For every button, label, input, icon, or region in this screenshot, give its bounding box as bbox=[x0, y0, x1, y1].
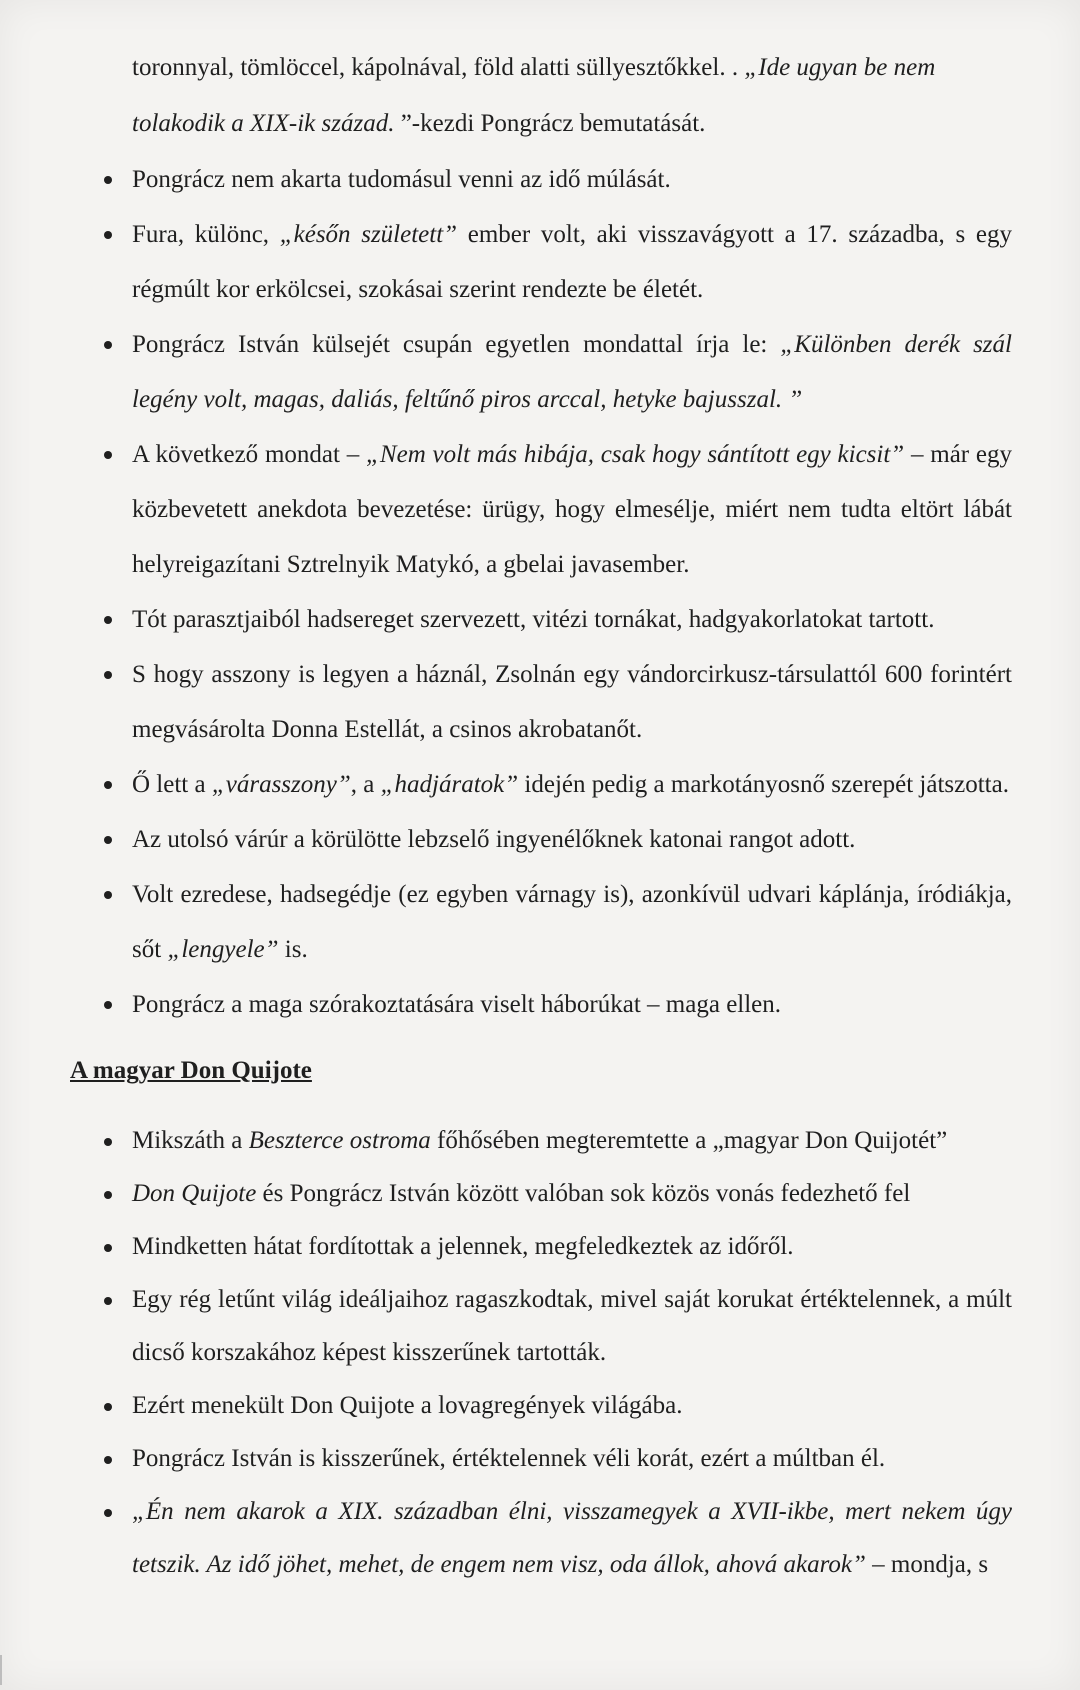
list-item bbox=[132, 1379, 1012, 1432]
item-text: ember volt, aki visszavágyott a 17. századba, s egy régmúlt kor erkölcsei, szokásai szerint rendezte be életét. bbox=[132, 221, 1012, 303]
item-text: – mondja, s bbox=[865, 1551, 989, 1578]
intro-text: toronnyal, tömlöccel, kápolnával, föld alatti süllyesztőkkel. . bbox=[132, 54, 745, 81]
bullet-list-don-quijote bbox=[132, 1114, 1012, 1591]
item-text: Pongrácz István külsejét csupán egyetlen mondattal írja le: bbox=[132, 331, 781, 358]
list-item bbox=[132, 427, 1012, 592]
list-item bbox=[132, 1485, 1012, 1591]
list-item bbox=[132, 1220, 1012, 1273]
item-quote: „Különben derék szál legény volt, magas, daliás, feltűnő piros arccal, hetyke bajusszal. ” bbox=[132, 331, 1012, 413]
intro-text-end: ”-kezdi Pongrácz bemutatását. bbox=[394, 110, 706, 137]
list-item bbox=[132, 1114, 1012, 1167]
item-text: Tót parasztjaiból hadsereget szervezett, vitézi tornákat, hadgyakorlatokat tartott. bbox=[132, 606, 935, 633]
item-text: Pongrácz a maga szórakoztatására viselt háborúkat – maga ellen. bbox=[132, 991, 782, 1018]
item-quote: „Én nem akarok a XIX. században élni, visszamegyek a XVII-ikbe, mert nekem úgy tetszik. Az idő jöhet, mehet, de engem nem visz, oda állok, ahová akarok” bbox=[132, 1498, 1012, 1578]
item-text: Fura, különc, bbox=[132, 221, 280, 248]
item-quote: „lengyele” bbox=[167, 936, 279, 963]
page-content bbox=[70, 40, 1012, 1591]
item-text: , a bbox=[350, 771, 381, 798]
item-text: Volt ezredese, hadsegédje (ez egyben várnagy is), azonkívül udvari káplánja, íródiákja, sőt bbox=[132, 881, 1012, 963]
list-item bbox=[132, 1273, 1012, 1379]
intro-paragraph bbox=[132, 40, 1012, 152]
list-item bbox=[132, 1167, 1012, 1220]
bullet-list-pongracz bbox=[132, 152, 1012, 1032]
section-heading: A magyar Don Quijote bbox=[70, 1057, 312, 1084]
list-item bbox=[132, 207, 1012, 317]
item-text: Egy rég letűnt világ ideáljaihoz ragaszkodtak, mivel saját korukat értéktelennek, a múlt dicső korszakához képest kisszerűnek tartották. bbox=[132, 1286, 1012, 1366]
item-text: – már egy közbevetett anekdota bevezetése: ürügy, hogy elmesélje, miért nem tudta eltört lábát helyreigazítani Sztrelnyik Matykó, a gbelai javasember. bbox=[132, 441, 1012, 578]
list-item bbox=[132, 757, 1012, 812]
item-text: S hogy asszony is legyen a háznál, Zsolnán egy vándorcirkusz-társulattól 600 forintért megvásárolta Donna Estellát, a csinos akrobatanőt. bbox=[132, 661, 1012, 743]
item-text: Mikszáth a bbox=[132, 1127, 249, 1154]
scan-edge-mark bbox=[0, 1655, 2, 1685]
item-text: Mindketten hátat fordítottak a jelennek, megfeledkeztek az időről. bbox=[132, 1233, 794, 1260]
item-text: Pongrácz István is kisszerűnek, értéktelennek véli korát, ezért a múltban él. bbox=[132, 1445, 886, 1472]
item-text: is. bbox=[278, 936, 308, 963]
item-quote: „Nem volt más hibája, csak hogy sántított egy kicsit” bbox=[366, 441, 905, 468]
list-item bbox=[132, 647, 1012, 757]
list-item bbox=[132, 592, 1012, 647]
item-text: főhősében megteremtette a „magyar Don Quijotét” bbox=[430, 1127, 948, 1154]
item-text: Ezért menekült Don Quijote a lovagregények világába. bbox=[132, 1392, 683, 1419]
item-title: Beszterce ostroma bbox=[248, 1127, 431, 1154]
list-item bbox=[132, 867, 1012, 977]
list-item bbox=[132, 812, 1012, 867]
item-text: Pongrácz nem akarta tudomásul venni az idő múlását. bbox=[132, 166, 671, 193]
item-quote: „várasszony” bbox=[211, 771, 351, 798]
list-item bbox=[132, 317, 1012, 427]
list-item bbox=[132, 977, 1012, 1032]
item-text: és Pongrácz István között valóban sok közös vonás fedezhető fel bbox=[256, 1180, 911, 1207]
item-title: Don Quijote bbox=[132, 1180, 257, 1207]
item-text: A következő mondat – bbox=[132, 441, 367, 468]
item-quote: „későn született” bbox=[279, 221, 458, 248]
item-text: idején pedig a markotányosnő szerepét játszotta. bbox=[518, 771, 1009, 798]
intro-quote: „Ide ugyan be nem tolakodik a XIX-ik század. bbox=[132, 54, 936, 137]
item-text: Ő lett a bbox=[132, 771, 212, 798]
item-text: Az utolsó várúr a körülötte lebzselő ingyenélőknek katonai rangot adott. bbox=[132, 826, 856, 853]
list-item bbox=[132, 1432, 1012, 1485]
item-quote: „hadjáratok” bbox=[380, 771, 519, 798]
list-item bbox=[132, 152, 1012, 207]
